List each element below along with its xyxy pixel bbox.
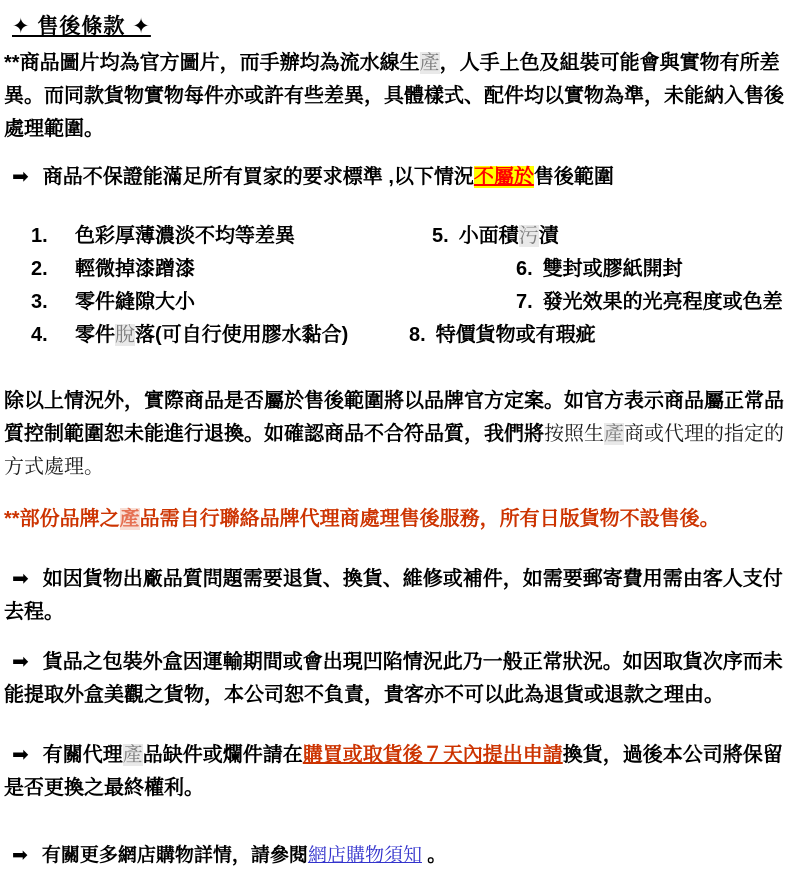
list-item — [432, 220, 559, 253]
item-number: 3. — [31, 291, 48, 313]
right-arrow-icon: ➡ — [12, 744, 29, 766]
para-factory-defect — [4, 563, 795, 629]
list-item — [75, 319, 348, 352]
right-arrow-icon: ➡ — [12, 651, 29, 673]
missing-parts-pre: 有關代理 — [42, 744, 123, 766]
deadline-phrase: 購買或取貨後７天內提出申請 — [302, 744, 563, 766]
para-missing-parts — [4, 739, 795, 805]
shop-notice-link[interactable]: 網店購物須知 — [307, 845, 422, 866]
fallback-glyph: 產 — [604, 423, 624, 445]
right-arrow-icon: ➡ — [12, 845, 28, 866]
fallback-glyph: 產 — [419, 52, 440, 74]
list-row — [4, 286, 795, 319]
item-number: 2. — [31, 258, 48, 280]
para-box-dent — [4, 646, 795, 712]
fallback-glyph: 產 — [119, 508, 140, 530]
footer-note — [4, 839, 795, 872]
item-text: 特價貨物或有瑕疵 — [435, 324, 596, 346]
list-item: 輕微掉漆蹭漆 — [75, 258, 195, 280]
not-covered-post: 售後範圍 — [533, 166, 614, 188]
item-text-post: 漬 — [538, 225, 559, 247]
item-number: 6. — [516, 258, 533, 280]
box-dent-text: 貨品之包裝外盒因運輸期間或會出現凹陷情況此乃一般正常狀況。如因取貨次序而未能提取外盒美觀之貨物，本公司恕不負責，貴客亦不可以此為退貨或退款之理由。 — [4, 651, 783, 706]
item-number: 4. — [31, 324, 48, 346]
item-text-post: 落(可自行使用膠水黏合) — [135, 324, 349, 346]
exclusion-list — [4, 220, 795, 352]
right-arrow-icon: ➡ — [12, 568, 29, 590]
item-text: 雙封或膠紙開封 — [542, 258, 683, 280]
para-brand-agent-warning — [4, 503, 795, 536]
item-number: 5. — [432, 225, 449, 247]
fallback-glyph: 產 — [122, 744, 143, 766]
item-number: 7. — [516, 291, 533, 313]
list-item: 色彩厚薄濃淡不均等差異 — [75, 225, 295, 247]
missing-parts-post: 換貨，過後本公司將保留是否更換之最終權利。 — [4, 744, 783, 799]
list-item: 零件縫隙大小 — [75, 291, 195, 313]
para-product-images — [4, 47, 795, 146]
page-title: ✦ 售後條款 ✦ — [12, 15, 151, 38]
list-item — [516, 286, 783, 319]
list-row — [4, 220, 795, 253]
list-row — [4, 319, 795, 352]
para-product-images-pre: **商品圖片均為官方圖片，而手辦均為流水線生 — [4, 52, 420, 74]
item-text: 發光效果的光亮程度或色差 — [542, 291, 783, 313]
item-text-pre: 零件 — [75, 324, 115, 346]
para-product-images-post: ，人手上色及組裝可能會與實物有所差異。而同款貨物實物每件亦或許有些差異，具體樣式、配件均以實物為準，未能納入售後處理範圍。 — [4, 52, 784, 140]
list-row — [4, 253, 795, 286]
not-covered-highlight: 不屬於 — [473, 166, 534, 188]
fallback-glyph: 脫 — [115, 324, 135, 346]
not-covered-pre: 商品不保證能滿足所有買家的要求標準 ,以下情況 — [42, 166, 474, 188]
item-number: 8. — [409, 324, 426, 346]
para-not-covered — [4, 161, 795, 194]
list-item — [516, 253, 683, 286]
factory-defect-text: 如因貨物出廠品質問題需要退貨、換貨、維修或補件，如需要郵寄費用需由客人支付去程。 — [4, 568, 783, 623]
fallback-glyph: 污 — [518, 225, 539, 247]
right-arrow-icon: ➡ — [12, 166, 29, 188]
brand-agent-post: 品需自行聯絡品牌代理商處理售後服務，所有日版貨物不設售後。 — [139, 508, 720, 530]
missing-parts-mid: 品缺件或爛件請在 — [142, 744, 303, 766]
item-number: 1. — [31, 225, 48, 247]
footer-post: 。 — [421, 845, 447, 866]
official-decision-bold: 除以上情況外，實際商品是否屬於售後範圍將以品牌官方定案。如官方表示商品屬正常品質控制範圍恕未能進行退換。如確認商品不合符品質，我們將 — [4, 390, 784, 445]
list-item — [409, 319, 596, 352]
brand-agent-pre: **部份品牌之 — [4, 508, 120, 530]
item-text-pre: 小面積 — [458, 225, 519, 247]
footer-pre: 有關更多網店購物詳情，請參閱 — [41, 845, 308, 866]
para-official-decision — [4, 385, 795, 484]
official-decision-regular-post: 商或代理的指定的方式處理。 — [4, 423, 784, 478]
official-decision-regular-pre: 按照生 — [544, 423, 604, 445]
